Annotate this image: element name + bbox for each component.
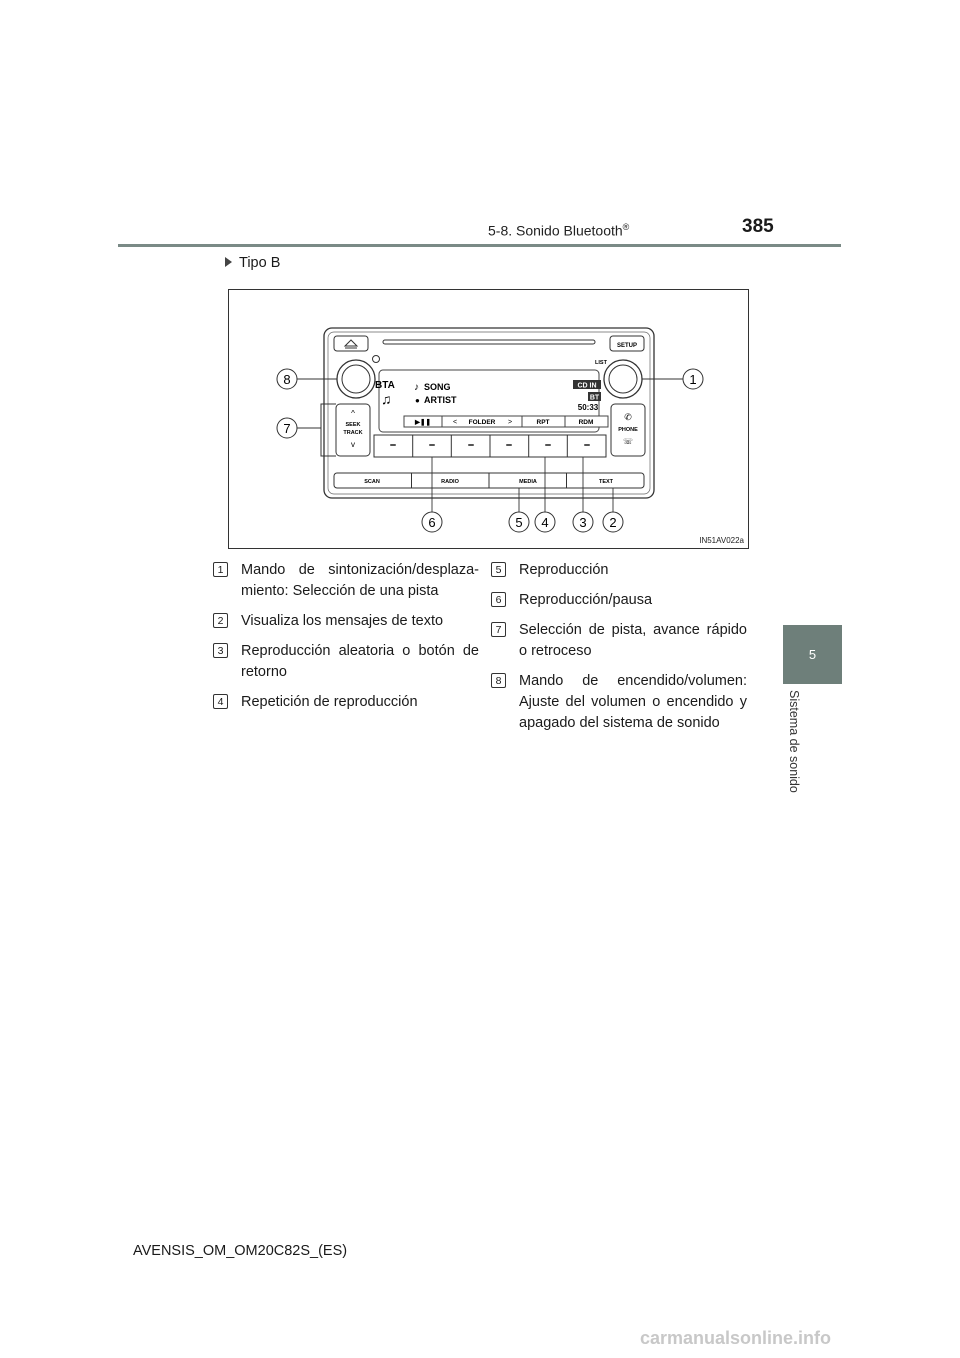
rpt-softkey: RPT: [536, 419, 550, 426]
artist-label: ARTIST: [424, 395, 457, 405]
legend-list-left: [213, 560, 479, 722]
figure-code: IN51AV022a: [699, 536, 744, 545]
media-button: MEDIA: [519, 479, 537, 485]
setup-button: SETUP: [616, 343, 638, 349]
bta-label: BTA: [375, 380, 395, 391]
chevron-up-icon: ^: [351, 409, 355, 418]
watermark: carmanualsonline.info: [640, 1328, 832, 1348]
item-text: Reproducción/pausa: [519, 592, 653, 608]
list-label: LIST: [595, 360, 607, 366]
footer-code: AVENSIS_OM_OM20C82S_(ES): [133, 1243, 348, 1259]
callout-1: 1: [689, 372, 697, 387]
section-title: 5-8. Sonido Bluetooth®: [488, 222, 630, 239]
item-text: Mando de sintonización/desplaza-miento: Selección de una pista: [241, 562, 479, 599]
radio-figure: [228, 289, 749, 549]
item-text: Visualiza los mensajes de texto: [241, 613, 444, 629]
list-item: [491, 590, 747, 611]
item-text: Selección de pista, avance rápido o retroceso: [519, 622, 747, 659]
list-item: [213, 560, 479, 602]
callout-3: 3: [579, 515, 587, 530]
item-text: Reproducción aleatoria o botón de retorno: [241, 643, 479, 680]
music-note-icon: ♫: [381, 391, 392, 407]
track-label: TRACK: [343, 430, 363, 436]
item-number: 5: [491, 562, 506, 577]
item-number: 2: [213, 613, 228, 628]
seek-label: SEEK: [345, 422, 361, 428]
play-pause-icon: ▶❚❚: [415, 419, 431, 426]
time-readout: 50:33: [577, 403, 599, 412]
chapter-tab: 5: [783, 625, 842, 684]
svg-text:<: <: [452, 419, 458, 426]
cd-in-badge: CD IN: [577, 382, 597, 390]
callout-6: 6: [428, 515, 436, 530]
list-item: [491, 620, 747, 662]
callout-2: 2: [609, 515, 617, 530]
bt-badge: BT: [589, 394, 600, 402]
item-text: Repetición de reproducción: [241, 694, 418, 710]
folder-softkey: FOLDER: [468, 419, 496, 426]
subheading: Tipo B: [225, 255, 280, 271]
header-divider: [118, 244, 841, 247]
list-item: [213, 641, 479, 683]
item-number: 6: [491, 592, 506, 607]
item-text: Reproducción: [519, 562, 609, 578]
list-item: [491, 560, 747, 581]
list-item: [213, 611, 479, 632]
callout-5: 5: [515, 515, 523, 530]
phone-icon: ✆: [624, 412, 632, 422]
scan-button: SCAN: [364, 479, 380, 485]
list-item: [491, 671, 747, 734]
item-number: 8: [491, 673, 506, 688]
page-number: 385: [742, 216, 774, 237]
callout-4: 4: [541, 515, 549, 530]
item-text: Mando de encendido/volumen: Ajuste del volumen o encendido y apagado del sistema de sonido: [519, 673, 747, 731]
svg-text:>: >: [507, 419, 513, 426]
chevron-down-icon: v: [351, 440, 355, 449]
item-number: 1: [213, 562, 228, 577]
radio-button: RADIO: [441, 479, 459, 485]
song-label: SONG: [424, 382, 451, 392]
item-number: 4: [213, 694, 228, 709]
phone-label: PHONE: [618, 427, 638, 433]
hangup-icon: ☏: [622, 437, 634, 446]
chapter-label: Sistema de sonido: [787, 690, 801, 793]
callout-8: 8: [283, 372, 291, 387]
callout-7: 7: [283, 421, 291, 436]
legend-list-right: [491, 560, 747, 743]
item-number: 3: [213, 643, 228, 658]
triangle-bullet-icon: [225, 257, 232, 267]
list-item: [213, 692, 479, 713]
svg-text:●: ●: [415, 396, 420, 405]
rdm-softkey: RDM: [578, 419, 594, 426]
item-number: 7: [491, 622, 506, 637]
text-button: TEXT: [598, 479, 614, 485]
note-icon: ♪: [414, 382, 419, 393]
